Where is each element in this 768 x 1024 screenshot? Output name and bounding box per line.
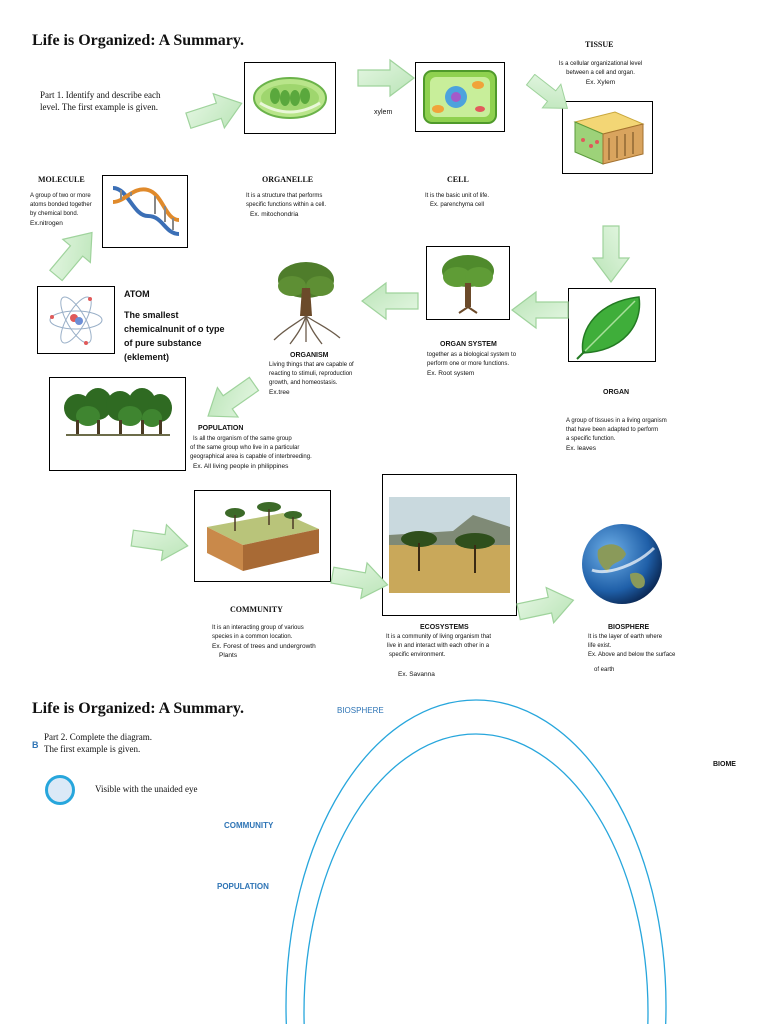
organ-image bbox=[568, 288, 656, 362]
part1-instruction-line2: level. The first example is given. bbox=[40, 102, 159, 112]
ecosystems-label: ECOSYSTEMS bbox=[420, 624, 469, 631]
community-label: COMMUNITY bbox=[230, 605, 283, 614]
biome-ring bbox=[304, 734, 648, 1024]
part1-instruction-line1: Part 1. Identify and describe each bbox=[40, 90, 161, 100]
label-biosphere: BIOSPHERE bbox=[337, 706, 384, 715]
population-label: POPULATION bbox=[198, 425, 244, 432]
cell-label: CELL bbox=[447, 175, 469, 184]
organ-desc-line1: A group of tissues in a living organism bbox=[566, 418, 667, 424]
organelle-image bbox=[244, 62, 336, 134]
tissue-desc-line1: Is a cellular organizational level bbox=[558, 61, 643, 67]
organ-system-image bbox=[426, 246, 510, 320]
part2-marker: B bbox=[32, 740, 39, 750]
population-example: Ex. All living people in philippines bbox=[193, 463, 289, 470]
atom-label: ATOM bbox=[124, 289, 150, 299]
arrow-to-cell bbox=[356, 58, 416, 98]
arrow-to-organ bbox=[586, 224, 636, 284]
organ-label: ORGAN bbox=[603, 389, 630, 396]
community-desc-line2: species in a common location. bbox=[212, 634, 293, 640]
community-desc-line1: It is an interacting group of various bbox=[212, 625, 304, 631]
atom-description bbox=[124, 308, 225, 364]
cell-image bbox=[415, 62, 505, 132]
part2-title: Life is Organized: A Summary. bbox=[32, 700, 244, 717]
organ-description bbox=[566, 417, 667, 453]
organelle-description bbox=[246, 192, 326, 219]
molecule-example: Ex.nitrogen bbox=[30, 220, 63, 227]
legend-text: Visible with the unaided eye bbox=[95, 784, 198, 794]
label-biome: BIOME bbox=[713, 761, 736, 768]
ecosystems-desc-line1: It is a community of living organism that bbox=[386, 634, 492, 640]
ecosystems-image bbox=[382, 474, 517, 616]
arrow-to-tissue bbox=[524, 74, 574, 114]
atom-desc-line2: chemicalnunit of o type bbox=[124, 324, 225, 334]
organ-example: Ex. leaves bbox=[566, 445, 596, 452]
molecule-image bbox=[102, 175, 188, 248]
organ-system-desc-line2: perform one or more functions. bbox=[427, 361, 510, 367]
atom-desc-line3: of pure substance bbox=[124, 338, 202, 348]
cell-desc-line1: It is the basic unit of life. bbox=[425, 193, 490, 199]
part2-instruction-line2: The first example is given. bbox=[44, 744, 141, 754]
organ-system-description bbox=[427, 351, 516, 378]
community-description bbox=[212, 624, 316, 660]
ecosystems-example: Ex. Savanna bbox=[398, 671, 435, 678]
molecule-desc-line2: atoms bonded together bbox=[30, 202, 92, 208]
arrow-to-organ-system bbox=[510, 290, 570, 330]
biosphere-desc-line4: of earth bbox=[594, 667, 615, 673]
organism-label: ORGANISM bbox=[290, 352, 329, 359]
arrow-to-ecosystems bbox=[330, 560, 390, 600]
part2-instruction-line1: Part 2. Complete the diagram. bbox=[44, 732, 152, 742]
part1-instructions bbox=[40, 89, 160, 113]
population-image bbox=[49, 377, 186, 471]
organ-desc-line2: that have been adapted to perform bbox=[566, 427, 659, 433]
atom-desc-line4: (eklement) bbox=[124, 352, 170, 362]
community-example-line2: Plants bbox=[219, 652, 238, 659]
organelle-label: ORGANELLE bbox=[262, 175, 314, 184]
arrow-to-population bbox=[196, 372, 266, 428]
molecule-desc-line3: by chemical bond. bbox=[30, 211, 79, 217]
organism-image bbox=[266, 258, 346, 346]
arrow-to-molecule bbox=[44, 226, 104, 282]
organ-system-label: ORGAN SYSTEM bbox=[440, 341, 497, 348]
molecule-label: MOLECULE bbox=[38, 175, 85, 184]
biosphere-image bbox=[578, 520, 666, 613]
biosphere-description bbox=[588, 633, 675, 675]
cell-note: xylem bbox=[374, 109, 393, 116]
label-population: POPULATION bbox=[217, 882, 269, 891]
organism-desc-line3: growth, and homeostasis. bbox=[269, 380, 338, 386]
organ-desc-line3: a specific function. bbox=[566, 436, 616, 442]
organ-system-example: Ex. Root system bbox=[427, 370, 475, 377]
atom-desc-line1: The smallest bbox=[124, 310, 179, 320]
biosphere-ring bbox=[286, 700, 666, 1024]
community-image bbox=[194, 490, 331, 582]
ecosystems-desc-line2: live in and interact with each other in a bbox=[387, 643, 490, 649]
organism-desc-line2: reacting to stimuli, reproduction bbox=[269, 371, 353, 377]
label-community: COMMUNITY bbox=[224, 821, 274, 830]
ecosystems-description bbox=[386, 633, 491, 660]
biosphere-desc-line1: It is the layer of earth where bbox=[588, 634, 663, 640]
molecule-description bbox=[30, 192, 92, 228]
community-example-line1: Ex. Forest of trees and undergrowth bbox=[212, 643, 316, 650]
organism-example: Ex.tree bbox=[269, 389, 290, 396]
tissue-desc-line2: between a cell and organ. bbox=[566, 70, 635, 76]
population-desc-line1: Is all the organism of the same group bbox=[193, 436, 292, 442]
arrow-to-organelle bbox=[185, 92, 245, 132]
organism-desc-line1: Living things that are capable of bbox=[269, 362, 354, 368]
organelle-desc-line1: It is a structure that performs bbox=[246, 193, 323, 199]
biosphere-desc-line2: life exist. bbox=[588, 643, 612, 649]
organ-system-desc-line1: together as a biological system to bbox=[427, 352, 517, 358]
ecosystems-desc-line3: specific environment. bbox=[389, 652, 446, 658]
cell-desc-line2: Ex. parenchyma cell bbox=[430, 202, 485, 208]
population-description bbox=[190, 435, 312, 471]
arrow-to-organism bbox=[360, 281, 420, 321]
molecule-desc-line1: A group of two or more bbox=[30, 193, 91, 199]
cell-description bbox=[425, 192, 489, 210]
nested-diagram bbox=[0, 690, 768, 1024]
arrow-to-community bbox=[130, 522, 190, 562]
tissue-image bbox=[562, 101, 653, 174]
organelle-desc-line2: specific functions within a cell. bbox=[246, 202, 327, 208]
tissue-label: TISSUE bbox=[585, 40, 614, 49]
arrow-to-biosphere bbox=[516, 586, 576, 626]
organelle-example: Ex. mitochondria bbox=[250, 211, 299, 218]
part1-title: Life is Organized: A Summary. bbox=[32, 32, 244, 49]
tissue-example: Ex. Xylem bbox=[585, 79, 616, 86]
population-desc-line3: geographical area is capable of interbreeding. bbox=[190, 454, 312, 460]
biosphere-desc-line3: Ex. Above and below the surface bbox=[588, 652, 676, 658]
atom-image bbox=[37, 286, 115, 354]
biosphere-label: BIOSPHERE bbox=[608, 624, 650, 631]
organism-description bbox=[269, 361, 354, 397]
population-desc-line2: of the same group who live in a particular bbox=[190, 445, 300, 451]
